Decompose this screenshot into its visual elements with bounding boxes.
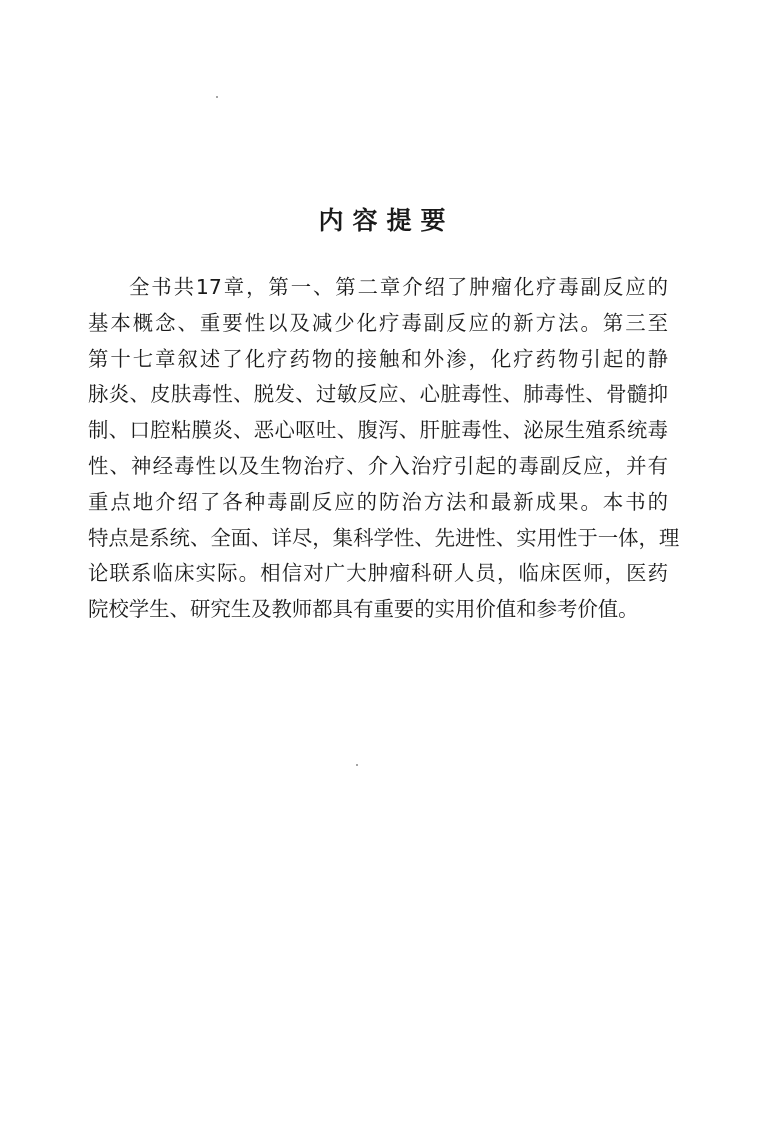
- text-line: 全书共17章，第一、第二章介绍了肿瘤化疗毒副反应的: [129, 275, 668, 299]
- text-line: 第十七章叙述了化疗药物的接触和外渗，化疗药物引起的静: [88, 346, 668, 371]
- text-line: 论联系临床实际。相信对广大肿瘤科研人员，临床医师，医药: [88, 561, 668, 586]
- text-line: 基本概念、重要性以及减少化疗毒副反应的新方法。第三至: [88, 310, 668, 335]
- text-line: 特点是系统、全面、详尽，集科学性、先进性、实用性于一体，理: [88, 525, 680, 550]
- scan-speck: [216, 96, 218, 98]
- text-line: 院校学生、研究生及教师都具有重要的实用价值和参考价值。: [88, 597, 639, 622]
- summary-paragraph: [88, 270, 680, 628]
- text-line: 性、神经毒性以及生物治疗、介入治疗引起的毒副反应，并有: [88, 453, 668, 478]
- page-title: 内容提要: [318, 206, 455, 235]
- text-line: 重点地介绍了各种毒副反应的防治方法和最新成果。本书的: [88, 489, 668, 514]
- text-line: 制、口腔粘膜炎、恶心呕吐、腹泻、肝脏毒性、泌尿生殖系统毒: [88, 418, 668, 443]
- text-line: 脉炎、皮肤毒性、脱发、过敏反应、心脏毒性、肺毒性、骨髓抑: [88, 382, 668, 407]
- scan-speck: [356, 764, 358, 766]
